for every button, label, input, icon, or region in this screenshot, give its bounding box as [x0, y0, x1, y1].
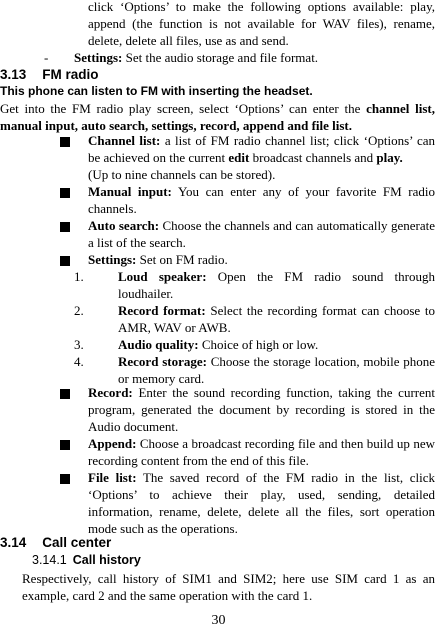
bullet-text: You can enter any of your favorite FM radio channels.: [88, 184, 435, 216]
settings-item-label: Record storage:: [118, 354, 207, 369]
bullet-marker: [60, 222, 70, 232]
bullet-label: Manual input:: [88, 184, 172, 199]
section-title: FM radio: [42, 67, 99, 82]
fm-intro-paragraph: [0, 100, 435, 134]
bullet-marker: [60, 256, 70, 266]
settings-item-record-format: [118, 302, 435, 336]
bullet-note: (Up to nine channels can be stored).: [88, 167, 276, 182]
subsection-heading-3-14-1: [32, 552, 141, 569]
settings-item-text: Select the recording format can choose to AMR, WAV or AWB.: [118, 303, 435, 335]
intro-text: click ‘Options’ to make the following options available: play, append (the function is not available for WAV files), rename, delete, delete all files, use as and send.: [88, 0, 435, 48]
page-number: 30: [211, 613, 226, 628]
settings-item-text: Choice of high or low.: [198, 337, 319, 352]
dash-marker: -: [44, 50, 49, 65]
bullet-file-list: [88, 469, 435, 537]
bullet-label: Append:: [88, 436, 137, 451]
settings-item-number: 1.: [74, 269, 84, 284]
bullet-text: The saved record of the FM radio in the list, click ‘Options’ to achieve their play, used, sending, detailed information, rename, delete, delete all the files, sort operation mode such as the operations.: [88, 470, 435, 536]
settings-label: Settings:: [74, 50, 123, 65]
settings-item-record-storage: [118, 353, 435, 387]
section-heading-3-13: [0, 66, 99, 83]
section-number: 3.13: [0, 67, 27, 82]
bullet-label: Settings:: [88, 252, 137, 267]
bullet-settings: [88, 251, 435, 268]
bullet-marker: [60, 188, 70, 198]
section-heading-3-14: [0, 534, 111, 551]
bullet-label: Record:: [88, 385, 133, 400]
bullet-text: Set on FM radio.: [136, 252, 228, 267]
bullet-text: broadcast channels and: [249, 150, 377, 165]
bullet-text: a list of FM radio channel list; click ‘Options’ can be achieved on the current: [88, 133, 435, 165]
bullet-marker: [60, 137, 70, 147]
bullet-manual-input: [88, 183, 435, 217]
settings-item-audio-quality: [118, 336, 435, 353]
settings-item-loud-speaker: [118, 268, 435, 302]
call-history-paragraph: Respectively, call history of SIM1 and SIM2; here use SIM card 1 as an example, card 2 and the same operation with the card 1.: [22, 571, 435, 603]
settings-item-label: Audio quality:: [118, 337, 199, 352]
settings-item-text: Open the FM radio sound through loudhailer.: [118, 269, 435, 301]
section-title: Call center: [42, 535, 112, 550]
section-subtitle: This phone can listen to FM with inserting the headset.: [0, 84, 313, 98]
bullet-label: Auto search:: [88, 218, 160, 233]
fm-intro-text: Get into the FM radio play screen, select ‘Options’ can enter the: [0, 101, 367, 116]
settings-item-number: 4.: [74, 354, 84, 369]
settings-item-number: 2.: [74, 303, 84, 318]
bullet-bold-edit: edit: [228, 150, 250, 165]
bullet-label: Channel list:: [88, 133, 161, 148]
bullet-append: [88, 435, 435, 469]
bullet-bold-play: play.: [376, 150, 403, 165]
settings-item-text: Choose the storage location, mobile phone or memory card.: [118, 354, 435, 386]
bullet-label: File list:: [88, 470, 137, 485]
subsection-title: Call history: [72, 553, 141, 567]
bullet-marker: [60, 389, 70, 399]
settings-item-number: 3.: [74, 337, 84, 352]
bullet-text: Choose the channels and can automatically generate a list of the search.: [88, 218, 436, 250]
bullet-auto-search: [88, 217, 435, 251]
bullet-channel-list: [88, 132, 435, 183]
audio-settings-line: [74, 49, 435, 66]
bullet-text: Choose a broadcast recording file and then build up new recording content from the end of this file.: [88, 436, 435, 468]
settings-text: Set the audio storage and file format.: [122, 50, 319, 65]
bullet-marker: [60, 474, 70, 484]
settings-item-label: Loud speaker:: [118, 269, 207, 284]
section-number: 3.14: [0, 535, 27, 550]
bullet-marker: [60, 440, 70, 450]
bullet-text: Enter the sound recording function, taking the current program, generated the document by recording is stored in the Audio document.: [88, 385, 435, 434]
subsection-number: 3.14.1: [32, 553, 67, 567]
fm-intro-bold: channel list, manual input, auto search, settings, record, append and file list.: [0, 101, 435, 133]
settings-item-label: Record format:: [118, 303, 206, 318]
bullet-record: [88, 384, 435, 435]
intro-paragraph: [88, 0, 435, 49]
